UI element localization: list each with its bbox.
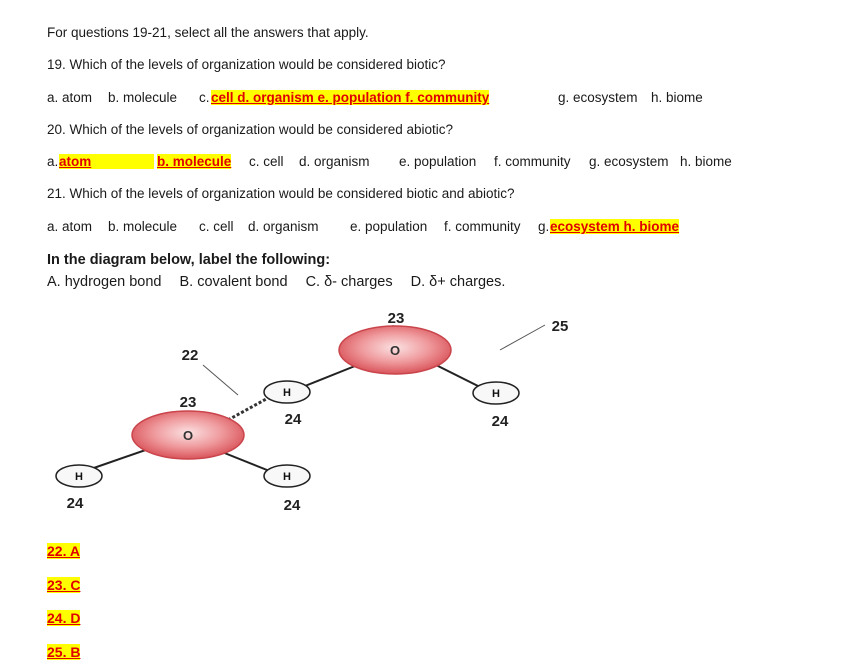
q19-highlighted-answers: cell d. organism e. population f. community (211, 90, 490, 105)
answer-22: 22. A (47, 543, 80, 559)
label-number-24: 24 (491, 413, 509, 430)
label-option-c: C. δ- charges (305, 274, 393, 290)
q20-highlighted-molecule: b. molecule (157, 154, 232, 169)
q19-option-a: a. atom (47, 90, 93, 105)
q19-option-g: g. ecosystem (558, 90, 638, 105)
hydrogen-letter: H (283, 471, 291, 483)
q19-option-b: b. molecule (108, 90, 178, 105)
pointer-line-22 (203, 365, 238, 395)
q20-option-c: c. cell (249, 154, 284, 169)
q20-option-e: e. population (399, 154, 477, 169)
q19-option-c-prefix: c. (199, 90, 210, 105)
q21-option-b: b. molecule (108, 219, 178, 234)
question-20-text: 20. Which of the levels of organization would be considered abiotic? (47, 122, 453, 137)
hydrogen-letter: H (75, 471, 83, 483)
q21-highlighted-answers: ecosystem h. biome (550, 219, 680, 234)
label-number-22: 22 (181, 347, 199, 364)
q21-option-f: f. community (444, 219, 521, 234)
q21-option-e: e. population (350, 219, 428, 234)
q21-option-d: d. organism (248, 219, 319, 234)
q21-option-g-prefix: g. (538, 219, 550, 234)
question-19-text: 19. Which of the levels of organization would be considered biotic? (47, 57, 446, 72)
question-21-text: 21. Which of the levels of organization would be considered biotic and abiotic? (47, 186, 515, 201)
q20-option-a-prefix: a. (47, 154, 59, 169)
answer-23: 23. C (47, 577, 81, 593)
oxygen-letter: O (389, 343, 401, 358)
pointer-line-25 (500, 325, 545, 350)
diagram-heading: In the diagram below, label the following: (47, 252, 331, 268)
label-number-23: 23 (387, 310, 405, 327)
q20-highlighted-atom: atom (59, 154, 154, 169)
answer-25: 25. B (47, 644, 81, 660)
label-number-23: 23 (179, 394, 197, 411)
q21-option-c: c. cell (199, 219, 234, 234)
hydrogen-letter: H (492, 388, 500, 400)
answer-24: 24. D (47, 610, 81, 626)
q20-option-f: f. community (494, 154, 571, 169)
label-number-24: 24 (283, 497, 301, 514)
q19-option-h: h. biome (651, 90, 703, 105)
label-number-25: 25 (551, 318, 569, 335)
label-option-d: D. δ+ charges. (410, 274, 506, 290)
label-number-24: 24 (66, 495, 84, 512)
water-molecules-diagram (0, 300, 852, 530)
label-option-b: B. covalent bond (179, 274, 288, 290)
label-option-a: A. hydrogen bond (47, 274, 162, 290)
label-number-24: 24 (284, 411, 302, 428)
hydrogen-letter: H (283, 387, 291, 399)
q20-option-d: d. organism (299, 154, 370, 169)
instructions-text: For questions 19-21, select all the answers that apply. (47, 25, 369, 40)
q20-option-h: h. biome (680, 154, 732, 169)
hydrogen-bond-line (228, 398, 268, 420)
label-options (47, 274, 519, 290)
q21-option-a: a. atom (47, 219, 93, 234)
q20-option-g: g. ecosystem (589, 154, 669, 169)
oxygen-letter: O (182, 428, 194, 443)
